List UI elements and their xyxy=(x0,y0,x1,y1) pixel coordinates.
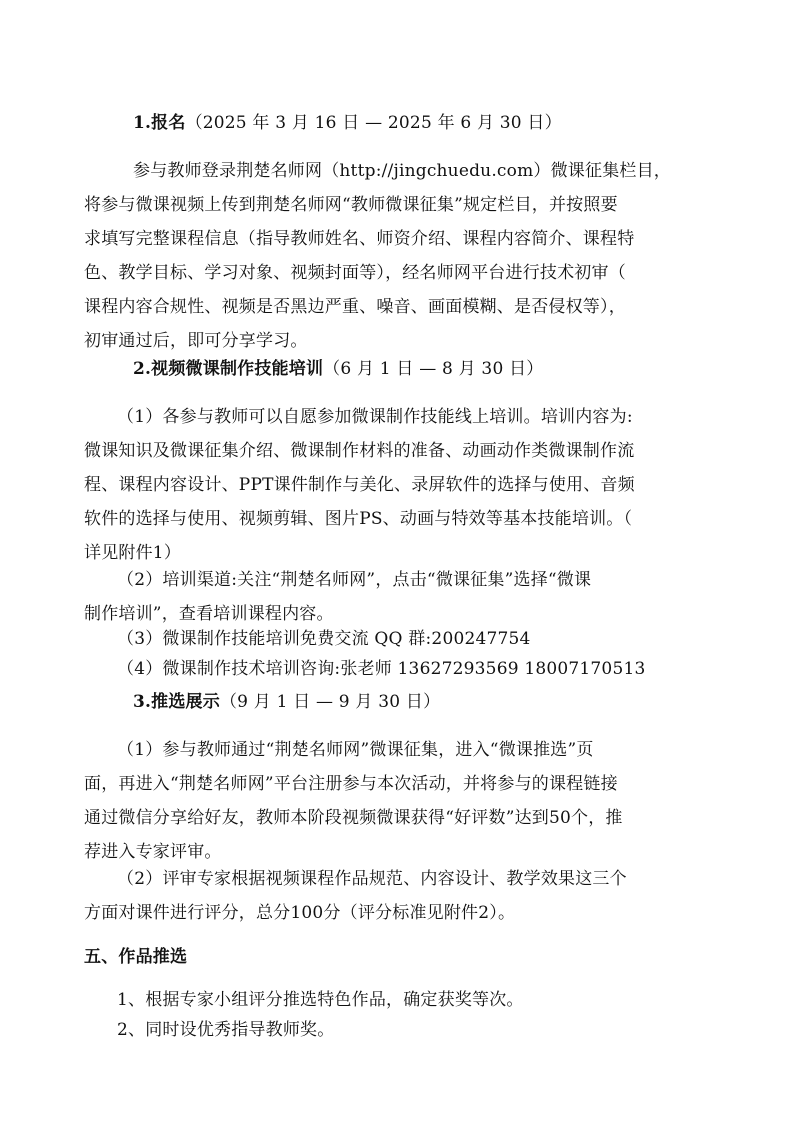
section1-heading-date: （2025 年 3 月 16 日 — 2025 年 6 月 30 日） xyxy=(185,113,562,133)
section3-item1-line: （1）参与教师通过“荆楚名师网”微课征集，进入“微课推选”页 xyxy=(117,740,594,760)
section1-para-line: 课程内容合规性、视频是否黑边严重、噪音、画面模糊、是否侵权等）， xyxy=(84,297,626,317)
section2-item1-line: （1）各参与教师可以自愿参加微课制作技能线上培训。培训内容为: xyxy=(117,407,633,427)
section3-heading-date: （9 月 1 日 — 9 月 30 日） xyxy=(219,692,441,712)
section3-item1-line: 面，再进入“荆楚名师网”平台注册参与本次活动，并将参与的课程链接 xyxy=(84,774,618,794)
section1-para-line: 色、教学目标、学习对象、视频封面等），经名师网平台进行技术初审（ xyxy=(84,263,626,283)
section5-line: 1、根据专家小组评分推选特色作品，确定获奖等次。 xyxy=(117,990,524,1010)
section2-item2-line: 制作培训”，查看培训课程内容。 xyxy=(84,604,334,624)
section3-item1-line: 荐进入专家评审。 xyxy=(84,842,222,862)
section3-item1-line: 通过微信分享给好友，教师本阶段视频微课获得“好评数”达到50个，推 xyxy=(84,808,623,828)
section5-heading: 五、作品推选 xyxy=(84,947,188,967)
section5-line: 2、同时设优秀指导教师奖。 xyxy=(117,1020,335,1040)
section1-para-line: 初审通过后，即可分享学习。 xyxy=(84,331,308,351)
section3-heading xyxy=(133,690,440,714)
section2-item3: （3）微课制作技能培训免费交流 QQ 群:200247754 xyxy=(117,629,531,649)
section3-item2-line: 方面对课件进行评分，总分100分（评分标准见附件2）。 xyxy=(84,903,516,923)
section2-item1-line: 微课知识及微课征集介绍、微课制作材料的准备、动画动作类微课制作流 xyxy=(84,441,635,461)
section1-para-line: 将参与微课视频上传到荆楚名师网“教师微课征集”规定栏目，并按照要 xyxy=(84,195,618,215)
section3-item2-line: （2）评审专家根据视频课程作品规范、内容设计、教学效果这三个 xyxy=(117,869,627,889)
section1-heading xyxy=(133,111,562,135)
section2-heading-date: （6 月 1 日 — 8 月 30 日） xyxy=(323,359,544,379)
section2-item1-line: 程、课程内容设计、PPT课件制作与美化、录屏软件的选择与使用、音频 xyxy=(84,475,635,495)
section1-para-line: 求填写完整课程信息（指导教师姓名、师资介绍、课程内容简介、课程特 xyxy=(84,229,635,249)
section2-item1-line: 软件的选择与使用、视频剪辑、图片PS、动画与特效等基本技能培训。（ xyxy=(84,509,633,529)
section2-heading xyxy=(133,357,543,381)
section1-heading-title: 1.报名 xyxy=(133,113,186,133)
section1-para-line: 参与教师登录荆楚名师网（http://jingchuedu.com）微课征集栏目， xyxy=(133,161,672,181)
section2-item2-line: （2）培训渠道:关注“荆楚名师网”，点击“微课征集”选择“微课 xyxy=(117,570,592,590)
section2-heading-title: 2.视频微课制作技能培训 xyxy=(133,359,324,379)
section2-item4: （4）微课制作技术培训咨询:张老师 13627293569 18007170513 xyxy=(117,659,646,679)
section3-heading-title: 3.推选展示 xyxy=(133,692,220,712)
section2-item1-line: 详见附件1） xyxy=(84,543,182,563)
